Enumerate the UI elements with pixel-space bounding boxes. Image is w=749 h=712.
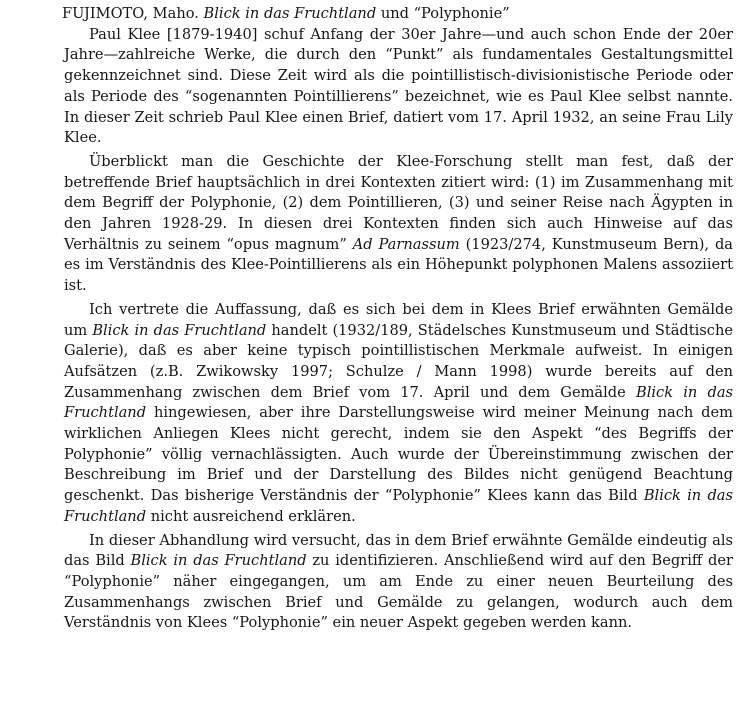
paragraph	[64, 25, 733, 149]
paragraph-text: Paul Klee [1879-1940] schuf Anfang der 30er Jahre—und auch schon Ende der 20er Jahre—zahlreiche Werke, die durch den “Punkt” als fundamentales Gestaltungsmittel gekennzeichnet sind. Diese Zeit wird als die pointillistisch-divisionistische Periode oder als Periode des “sogenannten Pointillierens” bezeichnet, wie es Paul Klee selbst nannte. In dieser Zeit schrieb Paul Klee einen Brief, datiert vom 17. April 1932, an seine Frau Lily Klee.	[64, 25, 733, 147]
paragraph	[64, 300, 733, 528]
paragraph-text: Ich vertrete die Auffassung, daß es sich bei dem in Klees Brief erwähnten Gemälde um	[64, 300, 733, 339]
paragraph-text: zu identifizieren. Anschließend wird auf den Begriff der “Polyphonie” näher eingegangen, um am Ende zu einer neuen Beurteilung des Zusammenhangs zwischen Brief und Gemälde zu gelangen, wodurch auch dem Verständnis von Klees “Polyphonie” ein neuer Aspekt gegeben werden kann.	[64, 552, 733, 632]
title-conjunction: und	[380, 5, 409, 22]
paragraph-text: (1923/274, Kunstmuseum Bern), da es im Verständnis des Klee-Pointillierens als ein Höhepunkt polyphonen Malens assoziiert ist.	[64, 235, 733, 295]
abstract-body	[64, 25, 733, 634]
artwork-title: Blick in das Fruchtland	[64, 383, 734, 422]
title-rest: “Polyphonie”	[413, 5, 510, 22]
paragraph-text: nicht ausreichend erklären.	[146, 507, 356, 525]
artwork-title: Ad Parnassum	[352, 235, 460, 253]
paragraph-text: hingewiesen, aber ihre Darstellungsweise wird meiner Meinung nach dem wirklichen Anliegen Klees nicht gerecht, indem sie den Aspekt “des Begriffs der Polyphonie” völlig vernachlässigten. Auch wurde der Übereinstimmung zwischen der Beschreibung im Brief und der Darstellung des Bildes nicht genügend Beachtung geschenkt. Das bisherige Verständnis der “Polyphonie” Klees kann das Bild	[64, 404, 733, 505]
paragraph-text: handelt (1932/189, Städelsches Kunstmuseum und Städtische Galerie), daß es aber keine typisch pointillistischen Merkmale aufweist. In einigen Aufsätzen (z.B. Zwikowsky 1997; Schulze / Mann 1998) wurde bereits auf den Zusammenhang zwischen dem Brief vom 17. April und dem Gemälde	[64, 321, 733, 401]
paragraph	[64, 531, 733, 635]
author-name: FUJIMOTO, Maho.	[62, 5, 199, 22]
artwork-title: Blick in das Fruchtland	[64, 487, 733, 525]
artwork-title: Blick in das Fruchtland	[92, 321, 267, 339]
artwork-title: Blick in das Fruchtland	[130, 552, 307, 570]
artwork-title: Blick in das Fruchtland	[203, 5, 377, 22]
paragraph-text: Überblickt man die Geschichte der Klee-Forschung stellt man fest, daß der betreffende Brief hauptsächlich in drei Kontexten zitiert wird: (1) im Zusammenhang mit dem Begriff der Polyphonie, (2) dem Pointillieren, (3) und seiner Reise nach Ägypten in den Jahren 1928-29. In diesen drei Kontexten finden sich auch Hinweise auf das Verhältnis zu seinem “opus magnum”	[64, 152, 733, 253]
paragraph-text: In dieser Abhandlung wird versucht, das in dem Brief erwähnte Gemälde eindeutig als das Bild	[64, 531, 733, 570]
citation-heading	[62, 4, 733, 25]
paragraph	[64, 152, 733, 297]
